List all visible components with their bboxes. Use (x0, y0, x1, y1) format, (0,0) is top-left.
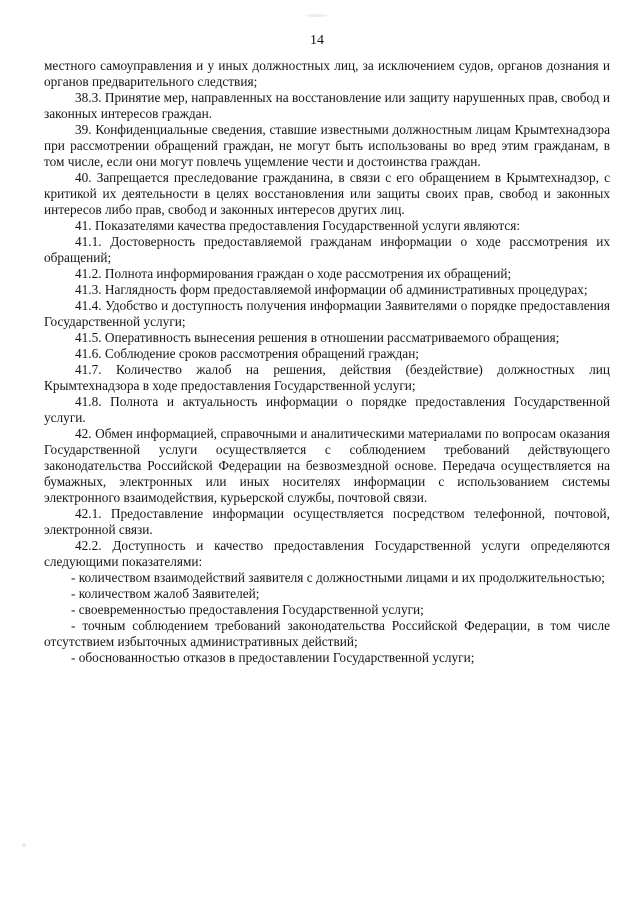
paragraph-41-7: 41.7. Количество жалоб на решения, действия (бездействие) должностных лиц Крымтехнадзора в ходе предоставления Государственной услуги; (44, 362, 610, 393)
paragraph-41-1: 41.1. Достоверность предоставляемой гражданам информации о ходе рассмотрения их обращений; (44, 234, 610, 265)
paragraph-41-2: 41.2. Полнота информирования граждан о ходе рассмотрения их обращений; (75, 266, 512, 281)
list-item: - обоснованностью отказов в предоставлении Государственной услуги; (71, 650, 475, 665)
page-number: 14 (310, 33, 324, 48)
paragraph-42: 42. Обмен информацией, справочными и аналитическими материалами по вопросам оказания Государственной услуги осуществляется с соблюдением требований действующего законодательства Российской Федерации на безвозмездной основе. Передача осуществляется на бумажных, электронных или иных носителях информации с использованием системы электронного взаимодействия, курьерской службы, почтовой связи. (44, 426, 610, 505)
paragraph-42-2: 42.2. Доступность и качество предоставления Государственной услуги определяются следующими показателями: (44, 538, 610, 569)
list-item: - своевременностью предоставления Государственной услуги; (71, 602, 424, 617)
paragraph-41-8: 41.8. Полнота и актуальность информации о порядке предоставления Государственной услуги. (44, 394, 610, 425)
paragraph-continuation: местного самоуправления и у иных должностных лиц, за исключением судов, органов дознания и органов предварительного следствия; (44, 58, 610, 89)
document-body (44, 58, 610, 666)
paragraph-41-5: 41.5. Оперативность вынесения решения в отношении рассматриваемого обращения; (75, 330, 560, 345)
paragraph-41-3: 41.3. Наглядность форм предоставляемой информации об административных процедурах; (75, 282, 588, 297)
paragraph-42-1: 42.1. Предоставление информации осуществляется посредством телефонной, почтовой, электронной связи. (44, 506, 610, 537)
paragraph-38-3: 38.3. Принятие мер, направленных на восстановление или защиту нарушенных прав, свобод и законных интересов граждан. (44, 90, 610, 121)
paragraph-41-6: 41.6. Соблюдение сроков рассмотрения обращений граждан; (75, 346, 420, 361)
paragraph-39: 39. Конфиденциальные сведения, ставшие известными должностным лицам Крымтехнадзора при рассмотрении обращений граждан, не могут быть использованы во вред этим гражданам, в том числе, если они могут повлечь ущемление чести и достоинства граждан. (44, 122, 610, 169)
list-item: - количеством жалоб Заявителей; (71, 586, 260, 601)
paragraph-41: 41. Показателями качества предоставления Государственной услуги являются: (75, 218, 521, 233)
paragraph-41-4: 41.4. Удобство и доступность получения информации Заявителями о порядке предоставления Государственной услуги; (44, 298, 610, 329)
scan-speck (22, 843, 26, 847)
list-item: - количеством взаимодействий заявителя с должностными лицами и их продолжительностью; (71, 570, 605, 585)
scan-speck (306, 14, 328, 17)
list-item: - точным соблюдением требований законодательства Российской Федерации, в том числе отсутствием избыточных административных действий; (44, 618, 610, 649)
paragraph-40: 40. Запрещается преследование гражданина, в связи с его обращением в Крымтехнадзор, с критикой их деятельности в целях восстановления или защиты своих прав, свобод и законных интересов либо прав, свобод и законных интересов других лиц. (44, 170, 610, 217)
